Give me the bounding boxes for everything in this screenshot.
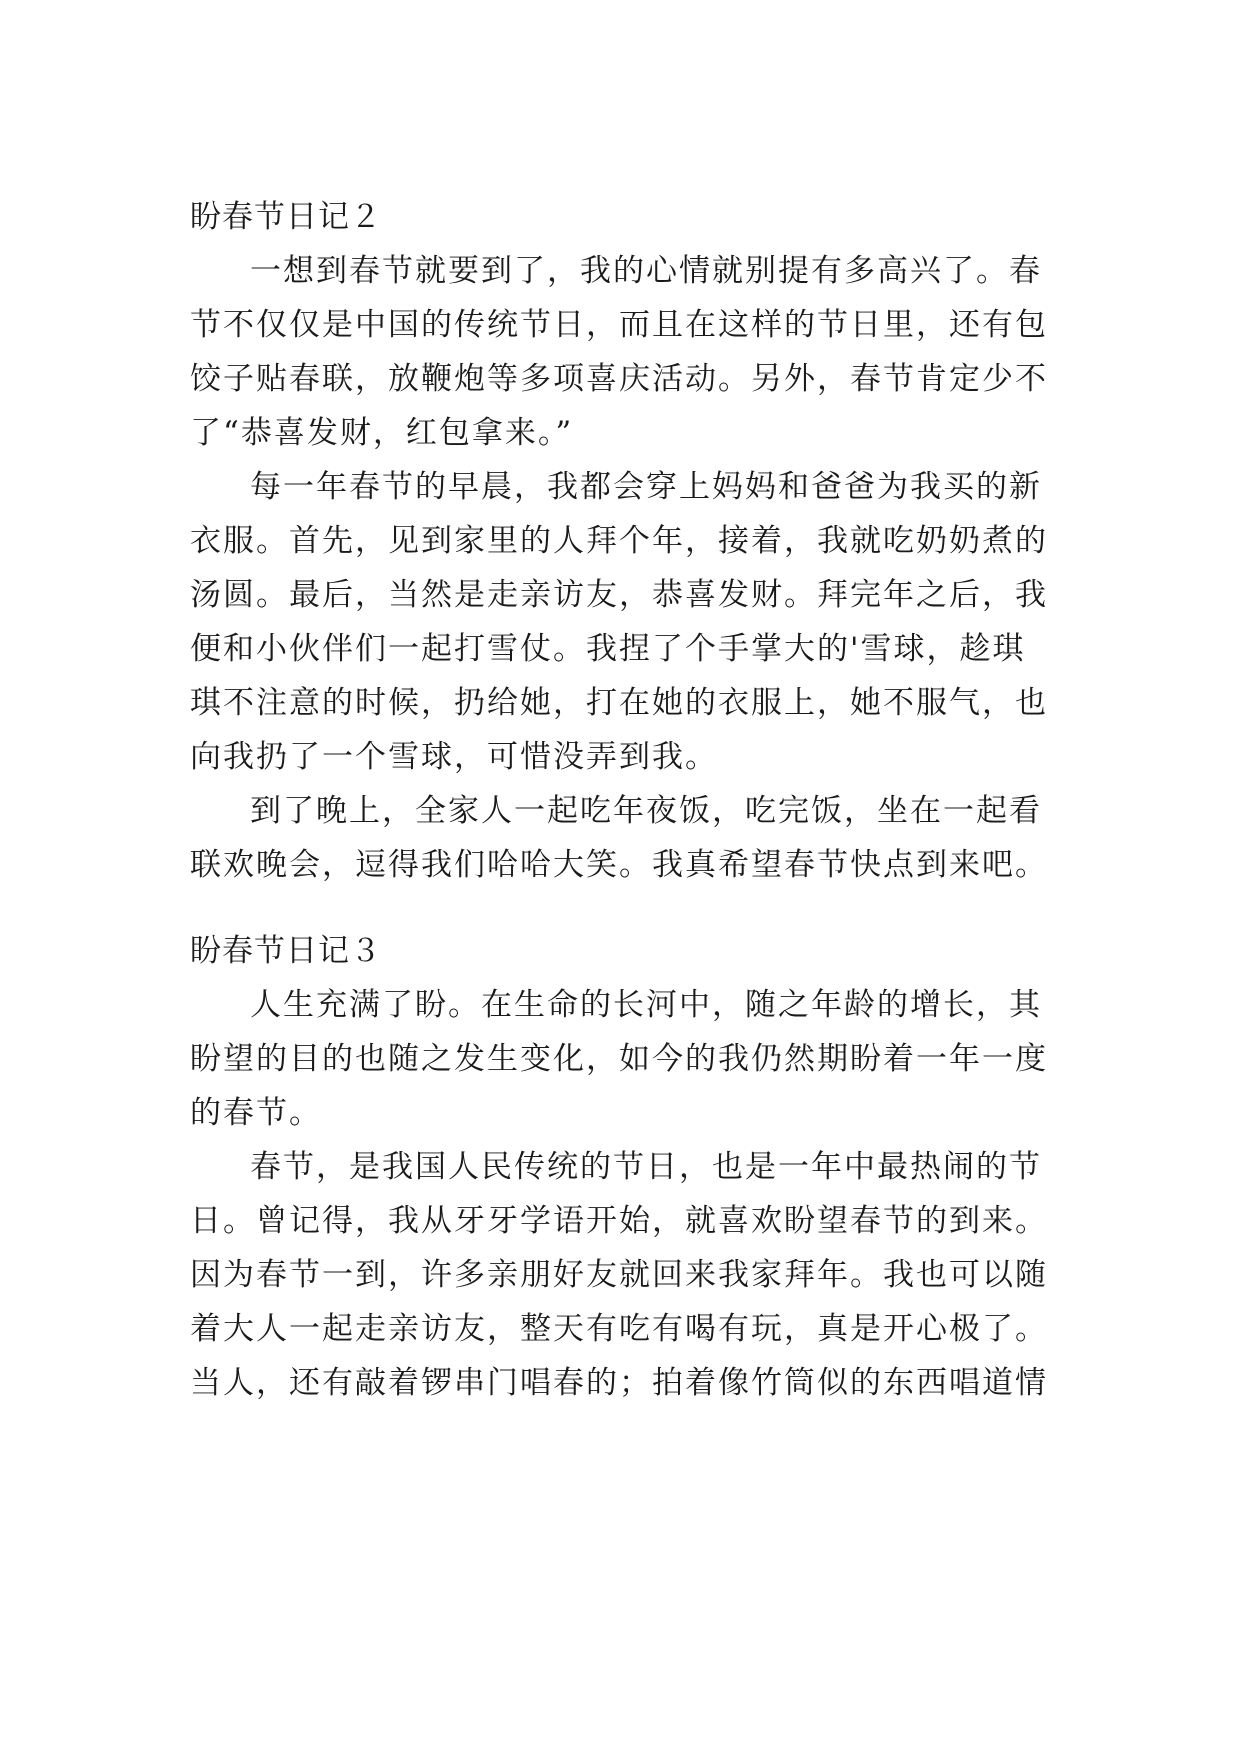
paragraph-line: 一想到春节就要到了，我的心情就别提有多高兴了。春 <box>250 253 1042 289</box>
section-title: 盼春节日记３ <box>190 933 382 969</box>
section-title: 盼春节日记２ <box>190 199 382 235</box>
paragraph-line: 日。曾记得，我从牙牙学语开始，就喜欢盼望春节的到来。 <box>190 1203 1048 1239</box>
paragraph-line: 便和小伙伴们一起打雪仗。我捏了个手掌大的'雪球，趁琪 <box>190 631 1026 667</box>
paragraph-line: 汤圆。最后，当然是走亲访友，恭喜发财。拜完年之后，我 <box>190 577 1048 613</box>
paragraph-line: 的春节。 <box>190 1095 322 1131</box>
paragraph-line: 人生充满了盼。在生命的长河中，随之年龄的增长，其 <box>250 987 1042 1023</box>
paragraph-line: 着大人一起走亲访友，整天有吃有喝有玩，真是开心极了。 <box>190 1311 1048 1347</box>
paragraph-line: 因为春节一到，许多亲朋好友就回来我家拜年。我也可以随 <box>190 1257 1048 1293</box>
paragraph-line: 每一年春节的早晨，我都会穿上妈妈和爸爸为我买的新 <box>250 469 1042 505</box>
paragraph-line: 到了晚上，全家人一起吃年夜饭，吃完饭，坐在一起看 <box>250 793 1042 829</box>
paragraph-line: 盼望的目的也随之发生变化，如今的我仍然期盼着一年一度 <box>190 1041 1048 1077</box>
paragraph-line: 节不仅仅是中国的传统节日，而且在这样的节日里，还有包 <box>190 307 1048 343</box>
paragraph-line: 了“恭喜发财，红包拿来。” <box>190 415 574 451</box>
paragraph-line: 衣服。首先，见到家里的人拜个年，接着，我就吃奶奶煮的 <box>190 523 1048 559</box>
paragraph-line: 向我扔了一个雪球，可惜没弄到我。 <box>190 739 718 775</box>
paragraph-line: 联欢晚会，逗得我们哈哈大笑。我真希望春节快点到来吧。 <box>190 847 1048 883</box>
paragraph-line: 春节，是我国人民传统的节日，也是一年中最热闹的节 <box>250 1149 1042 1185</box>
paragraph-line: 琪不注意的时候，扔给她，打在她的衣服上，她不服气，也 <box>190 685 1048 721</box>
paragraph-line: 当人，还有敲着锣串门唱春的；拍着像竹筒似的东西唱道情 <box>190 1365 1048 1401</box>
paragraph-line: 饺子贴春联，放鞭炮等多项喜庆活动。另外，春节肯定少不 <box>190 361 1048 397</box>
